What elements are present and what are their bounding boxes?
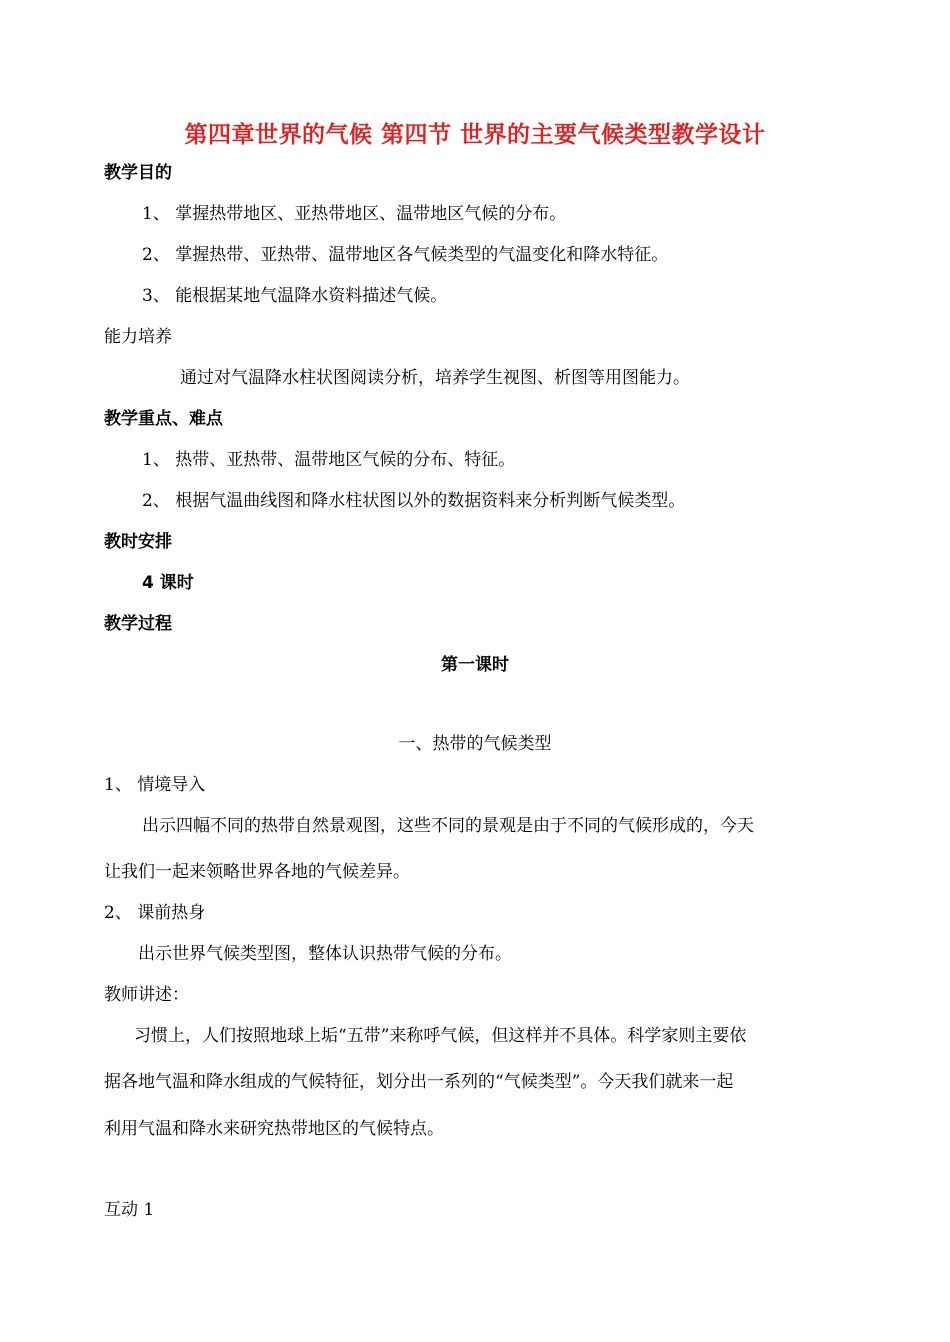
step2-heading: 2、 课前热身 xyxy=(104,903,206,923)
keypoints-heading: 教学重点、难点 xyxy=(104,409,223,429)
teacher-text-line3: 利用气温和降水来研究热带地区的气候特点。 xyxy=(104,1119,444,1139)
step1-text-line1: 出示四幅不同的热带自然景观图，这些不同的景观是由于不同的气候形成的，今天 xyxy=(142,816,754,836)
document-title: 第四章世界的气候 第四节 世界的主要气候类型教学设计 xyxy=(184,122,766,148)
objective-item: 3、 能根据某地气温降水资料描述气候。 xyxy=(142,286,448,306)
step1-heading: 1、 情境导入 xyxy=(104,775,206,795)
keypoint-item: 2、 根据气温曲线图和降水柱状图以外的数据资料来分析判断气候类型。 xyxy=(142,491,686,511)
schedule-heading: 教时安排 xyxy=(104,532,172,552)
lesson-title: 第一课时 xyxy=(441,655,509,675)
ability-heading: 能力培养 xyxy=(104,327,172,347)
ability-text: 通过对气温降水柱状图阅读分析，培养学生视图、析图等用图能力。 xyxy=(180,368,690,388)
objective-item: 2、 掌握热带、亚热带、温带地区各气候类型的气温变化和降水特征。 xyxy=(142,245,669,265)
interaction-heading: 互动 1 xyxy=(104,1200,155,1220)
teacher-text-line1: 习惯上，人们按照地球上垢“五带”来称呼气候，但这样并不具体。科学家则主要依 xyxy=(134,1026,747,1046)
teacher-heading: 教师讲述： xyxy=(104,985,189,1005)
schedule-text: 4 课时 xyxy=(142,573,194,593)
step1-text-line2: 让我们一起来领略世界各地的气候差异。 xyxy=(104,862,410,882)
teacher-text-line2: 据各地气温和降水组成的气候特征，划分出一系列的“气候类型”。今天我们就来一起 xyxy=(104,1072,734,1092)
step2-text: 出示世界气候类型图，整体认识热带气候的分布。 xyxy=(138,944,512,964)
process-heading: 教学过程 xyxy=(104,614,172,634)
objective-item: 1、 掌握热带地区、亚热带地区、温带地区气候的分布。 xyxy=(142,204,567,224)
subsection-title: 一、热带的气候类型 xyxy=(398,734,552,754)
keypoint-item: 1、 热带、亚热带、温带地区气候的分布、特征。 xyxy=(142,450,516,470)
objectives-heading: 教学目的 xyxy=(104,163,172,183)
